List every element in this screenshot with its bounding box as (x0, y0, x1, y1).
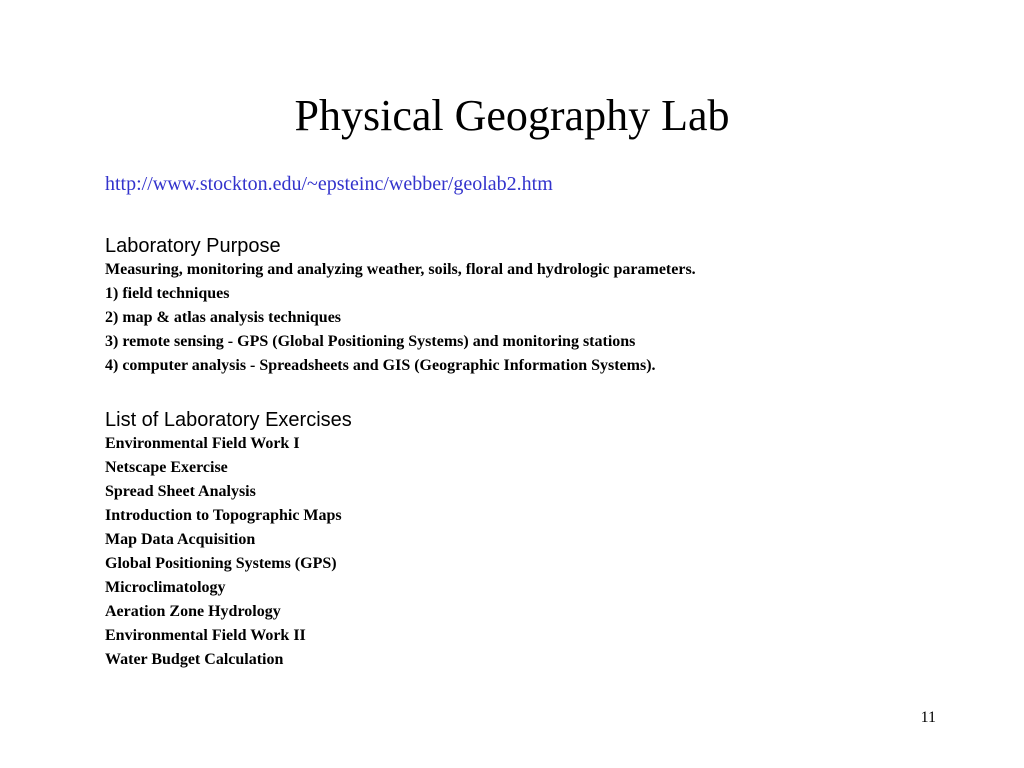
exercise-item: Spread Sheet Analysis (105, 483, 256, 500)
purpose-item: 1) field techniques (105, 285, 230, 302)
lab-url-link[interactable]: http://www.stockton.edu/~epsteinc/webber/geolab2.htm (105, 173, 553, 195)
exercise-item: Introduction to Topographic Maps (105, 507, 342, 524)
purpose-item: 3) remote sensing - GPS (Global Positioning Systems) and monitoring stations (105, 333, 636, 350)
exercise-item: Water Budget Calculation (105, 651, 284, 668)
exercises-heading: List of Laboratory Exercises (105, 409, 352, 431)
exercise-item: Microclimatology (105, 579, 226, 596)
exercise-item: Environmental Field Work I (105, 435, 300, 452)
slide-title: Physical Geography Lab (294, 91, 730, 140)
purpose-item: 4) computer analysis - Spreadsheets and GIS (Geographic Information Systems). (105, 357, 656, 374)
purpose-heading: Laboratory Purpose (105, 235, 281, 257)
exercise-item: Aeration Zone Hydrology (105, 603, 281, 620)
purpose-list (105, 258, 985, 378)
slide-content (105, 171, 985, 672)
exercise-item: Netscape Exercise (105, 459, 228, 476)
purpose-item: Measuring, monitoring and analyzing weather, soils, floral and hydrologic parameters. (105, 261, 696, 278)
exercise-item: Global Positioning Systems (GPS) (105, 555, 337, 572)
exercise-item: Environmental Field Work II (105, 627, 306, 644)
exercise-item: Map Data Acquisition (105, 531, 256, 548)
purpose-item: 2) map & atlas analysis techniques (105, 309, 342, 326)
page-number: 11 (920, 709, 936, 726)
exercises-list (105, 432, 985, 672)
